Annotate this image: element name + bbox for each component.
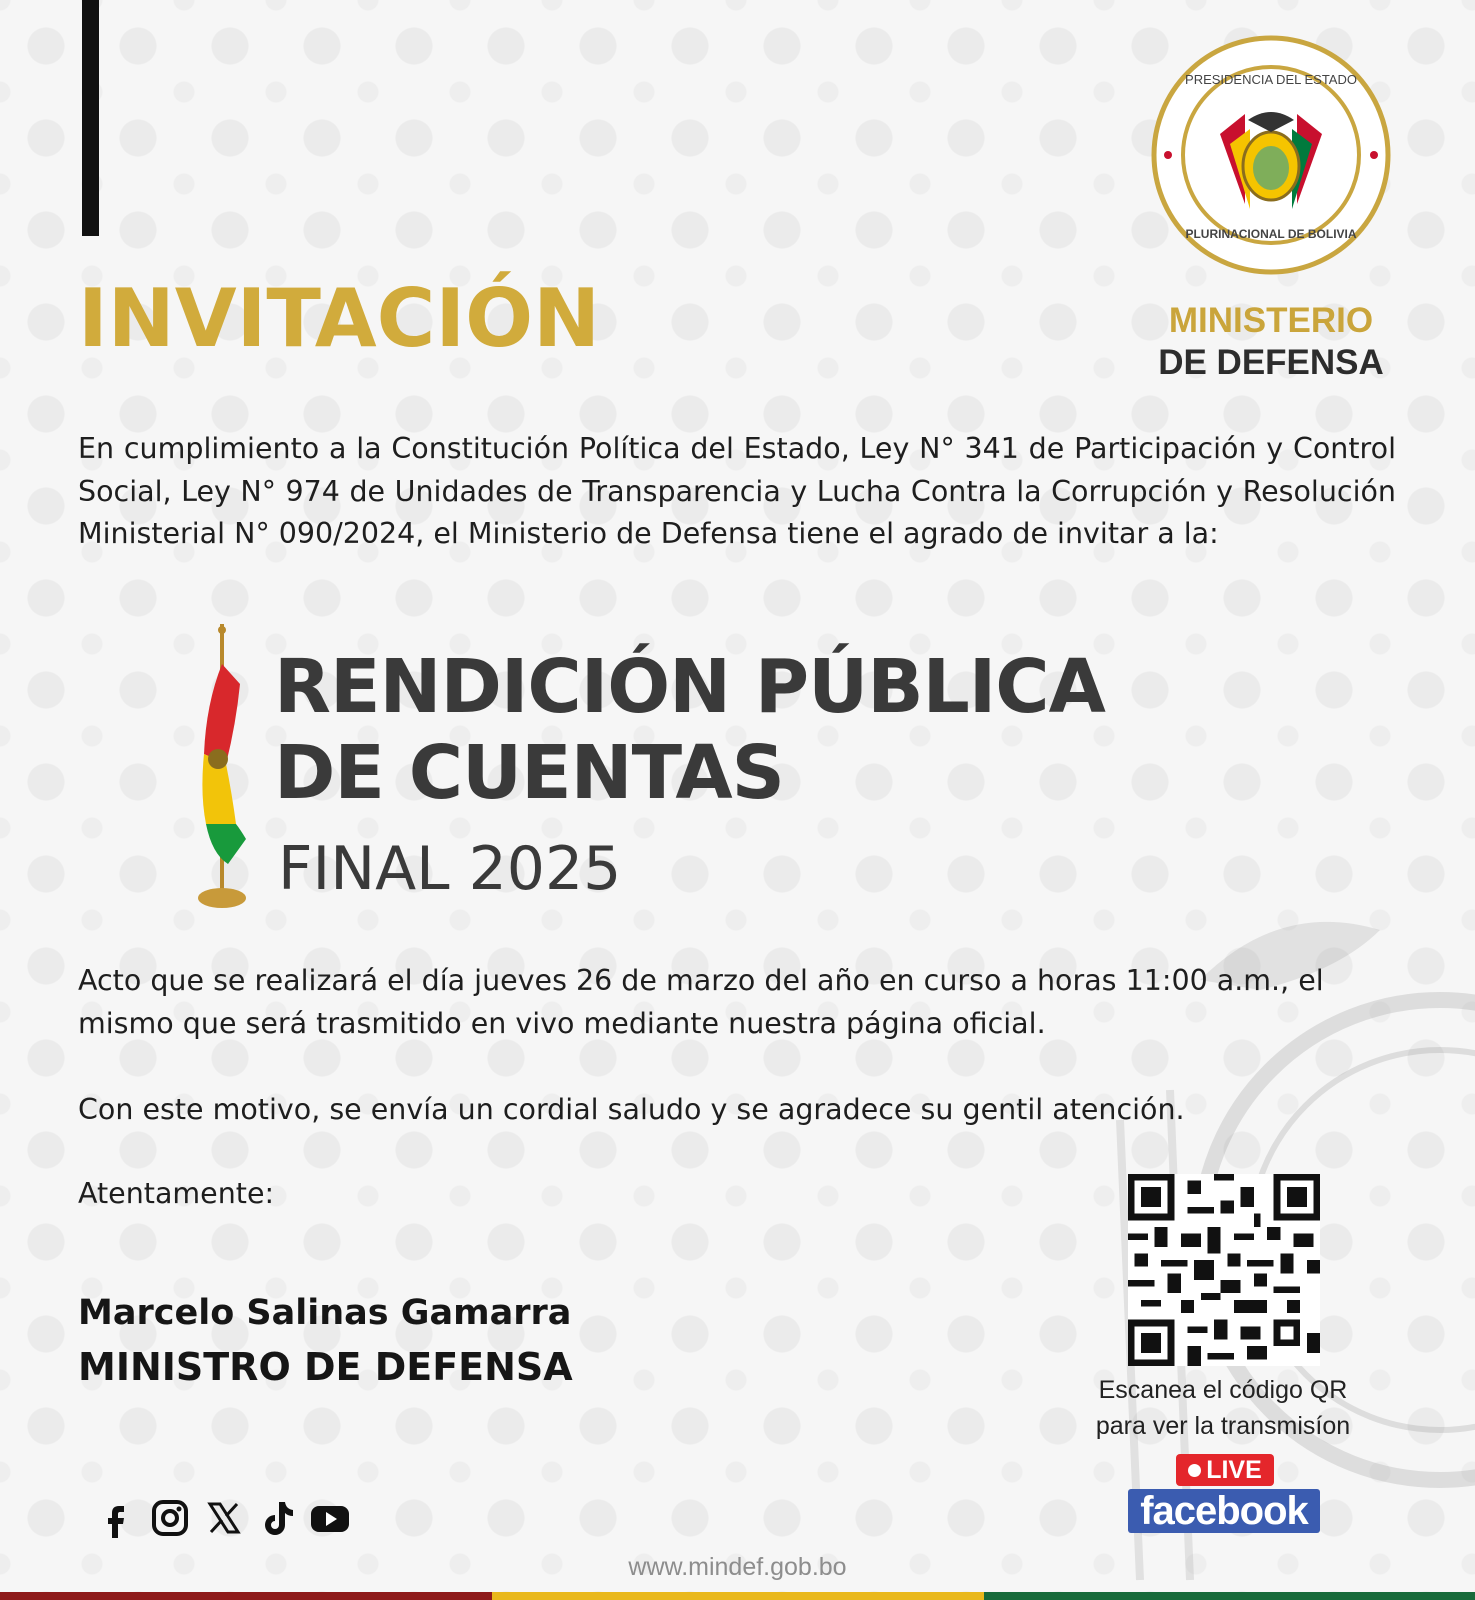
live-label: LIVE (1206, 1456, 1262, 1484)
facebook-live-logo[interactable]: facebook (1128, 1489, 1320, 1533)
live-badge (1176, 1454, 1274, 1486)
intro-paragraph: En cumplimiento a la Constitución Política del Estado, Ley N° 341 de Participación y Control Social, Ley N° 974 de Unidades de Transparencia y Lucha Contra la Corrupción y Resolución Ministerial N° 090/2024, el Ministerio de Defensa tiene el agrado de invitar a la: (78, 432, 1396, 550)
tiktok-icon[interactable] (258, 1498, 298, 1538)
qr-caption-line1: Escanea el código QR (1098, 1376, 1348, 1404)
seal-text-bottom: PLURINACIONAL DE BOLIVIA (1185, 227, 1357, 241)
presidential-seal-logo (1150, 34, 1392, 276)
ministry-line2: DE DEFENSA (1158, 343, 1384, 382)
qr-code[interactable] (1128, 1174, 1320, 1366)
flag-strip-yellow (492, 1592, 984, 1600)
event-details: Acto que se realizará el día jueves 26 de marzo del año en curso a horas 11:00 a.m., el mismo que será trasmitido en vivo mediante nuestra página oficial. (78, 964, 1324, 1040)
qr-caption-line2: para ver la transmisíon (1095, 1412, 1351, 1440)
qr-caption (1070, 1372, 1376, 1444)
bolivia-flag-strip (0, 1592, 1475, 1600)
event-title-line2: DE CUENTAS (274, 730, 784, 816)
facebook-icon[interactable] (96, 1498, 136, 1538)
website-url[interactable]: www.mindef.gob.bo (628, 1553, 847, 1581)
closing: Atentamente: (78, 1177, 275, 1210)
ministry-name (1140, 300, 1402, 384)
signer-name: Marcelo Salinas Gamarra (78, 1293, 572, 1333)
event-logo (196, 624, 1296, 924)
bolivia-flag-icon (196, 624, 256, 924)
x-icon[interactable] (204, 1498, 244, 1538)
flag-strip-green (984, 1592, 1475, 1600)
live-dot-icon (1188, 1464, 1201, 1477)
flag-strip-red (0, 1592, 492, 1600)
instagram-icon[interactable] (150, 1498, 190, 1538)
greeting: Con este motivo, se envía un cordial saludo y se agradece su gentil atención. (78, 1093, 1185, 1126)
event-title-line1: RENDICIÓN PÚBLICA (274, 644, 1105, 730)
youtube-icon[interactable] (310, 1498, 350, 1538)
page-title: INVITACIÓN (78, 272, 601, 365)
signer-role: MINISTRO DE DEFENSA (78, 1345, 573, 1389)
ministry-line1: MINISTERIO (1168, 301, 1374, 340)
accent-bar (82, 0, 99, 236)
seal-text-top: PRESIDENCIA DEL ESTADO (1185, 72, 1357, 87)
event-subtitle: FINAL 2025 (278, 834, 622, 904)
